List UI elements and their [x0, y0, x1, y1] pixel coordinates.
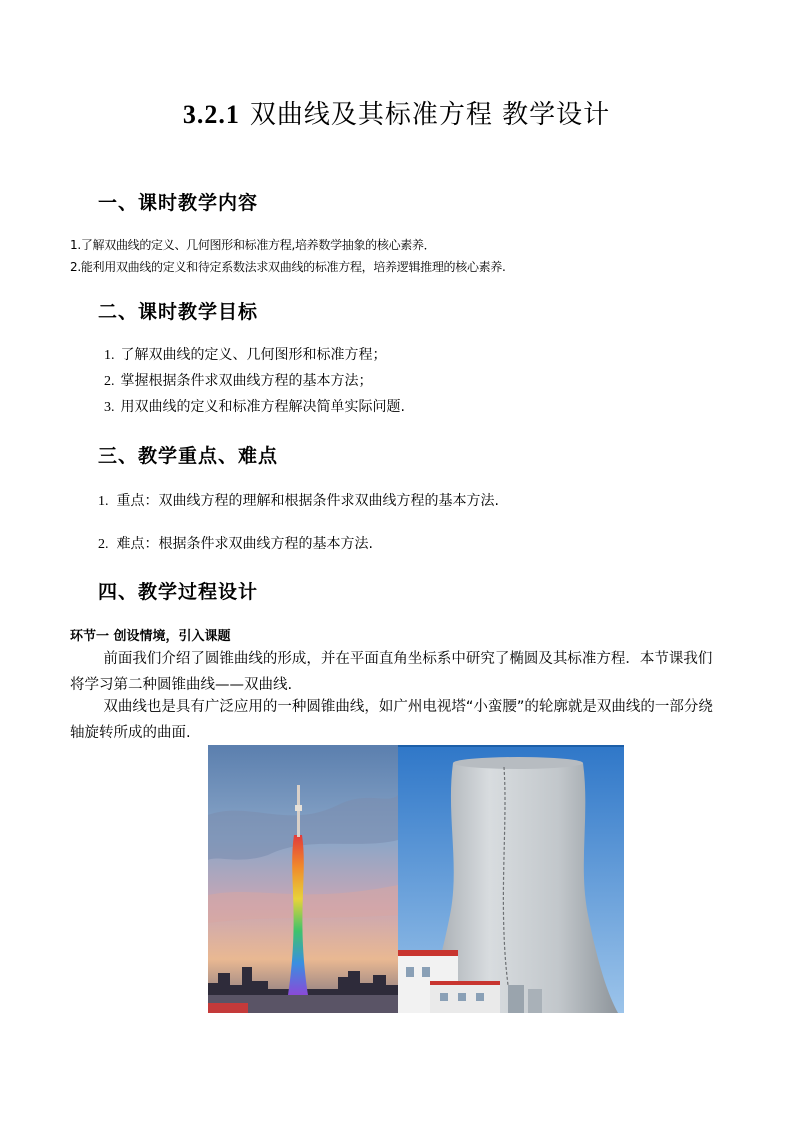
content-line-1: 1.了解双曲线的定义、几何图形和标准方程,培养数学抽象的核心素养．: [70, 238, 436, 252]
goal-item-2: [104, 370, 373, 390]
cooling-tower-photo: [398, 745, 624, 1013]
document-title: [0, 94, 793, 131]
section-heading-goals: 二、课时教学目标: [98, 301, 259, 323]
content-line-2: 2.能利用双曲线的定义和待定系数法求双曲线的标准方程，培养逻辑推理的核心素养.: [70, 260, 506, 274]
canton-tower-photo: [208, 745, 398, 1013]
keypoint-text: 难点：根据条件求双曲线方程的基本方法.: [116, 536, 373, 552]
tower-photos: [208, 745, 624, 1013]
goal-text: 掌握根据条件求双曲线方程的基本方法；: [120, 373, 373, 389]
example-paragraph: 双曲线也是具有广泛应用的一种圆锥曲线，如广州电视塔“小蛮腰”的轮廓就是双曲线的一部分绕轴旋转所成的曲面.: [70, 699, 713, 741]
goal-number: 2.: [104, 374, 115, 389]
section-heading-process: 四、教学过程设计: [98, 581, 259, 603]
goal-item-3: [104, 396, 405, 416]
keypoint-item-1: [98, 490, 499, 510]
keypoint-number: 2.: [98, 537, 109, 552]
section-heading-content: 一、课时教学内容: [98, 192, 259, 214]
keypoint-item-2: [98, 533, 373, 553]
title-number: 3.2.1: [182, 100, 240, 129]
keypoint-number: 1.: [98, 494, 109, 509]
goal-text: 用双曲线的定义和标准方程解决简单实际问题.: [120, 399, 405, 415]
goal-item-1: [104, 344, 387, 364]
goal-number: 1.: [104, 348, 115, 363]
intro-paragraph: 前面我们介绍了圆锥曲线的形成，并在平面直角坐标系中研究了椭圆及其标准方程．本节课我们将学习第二种圆锥曲线——双曲线.: [70, 651, 713, 693]
title-text: 双曲线及其标准方程 教学设计: [249, 100, 611, 130]
keypoint-text: 重点：双曲线方程的理解和根据条件求双曲线方程的基本方法.: [116, 493, 499, 509]
goal-text: 了解双曲线的定义、几何图形和标准方程；: [120, 347, 387, 363]
goal-number: 3.: [104, 400, 115, 415]
section-heading-keypoints: 三、教学重点、难点: [98, 445, 279, 467]
stage-title: 环节一 创设情境，引入课题: [70, 629, 231, 644]
